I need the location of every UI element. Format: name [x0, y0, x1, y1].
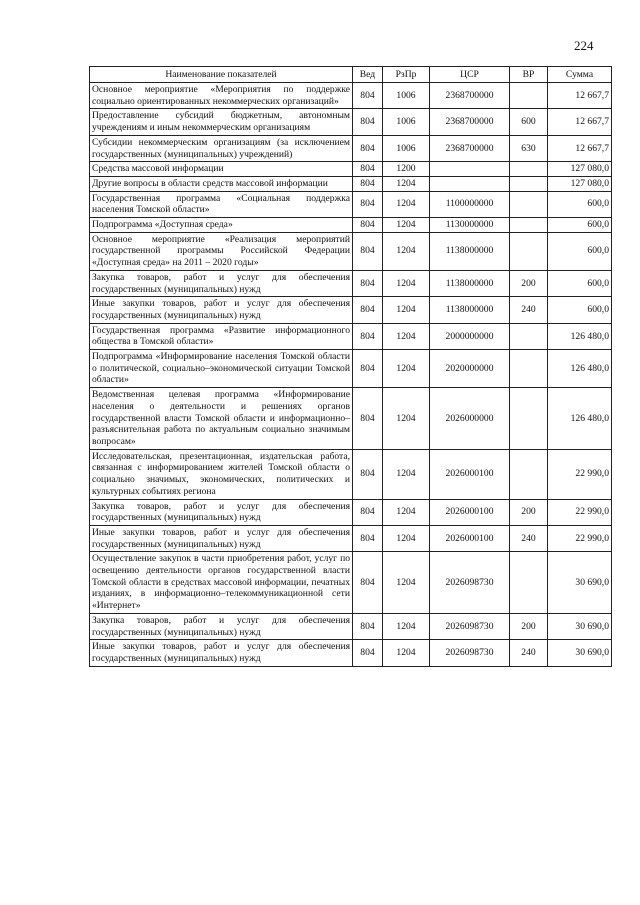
- cell-ved: 804: [353, 232, 383, 270]
- cell-rzpr: 1204: [383, 640, 430, 666]
- cell-vr: [510, 191, 548, 217]
- cell-name: Закупка товаров, работ и услуг для обеспечения государственных (муниципальных) нужд: [90, 270, 353, 296]
- cell-name: Подпрограмма «Доступная среда»: [90, 218, 353, 233]
- cell-vr: [510, 176, 548, 191]
- cell-ved: 804: [353, 350, 383, 388]
- cell-csr: 1138000000: [430, 270, 510, 296]
- table-row: [90, 218, 612, 233]
- cell-vr: 240: [510, 640, 548, 666]
- cell-rzpr: 1006: [383, 135, 430, 161]
- cell-name: Иные закупки товаров, работ и услуг для обеспечения государственных (муниципальных) нужд: [90, 525, 353, 551]
- cell-sum: 12 667,7: [548, 83, 612, 109]
- table-row: [90, 191, 612, 217]
- cell-vr: 200: [510, 499, 548, 525]
- table-row: [90, 83, 612, 109]
- cell-rzpr: 1204: [383, 613, 430, 639]
- cell-sum: 30 690,0: [548, 552, 612, 614]
- cell-name: Предоставление субсидий бюджетным, автономным учреждениям и иным некоммерческим организациям: [90, 109, 353, 135]
- cell-ved: 804: [353, 613, 383, 639]
- cell-rzpr: 1006: [383, 83, 430, 109]
- cell-rzpr: 1200: [383, 162, 430, 177]
- cell-ved: 804: [353, 135, 383, 161]
- cell-ved: 804: [353, 388, 383, 450]
- cell-sum: 126 480,0: [548, 388, 612, 450]
- cell-sum: 30 690,0: [548, 640, 612, 666]
- header-ved: Вед: [353, 67, 383, 83]
- table-row: [90, 232, 612, 270]
- cell-ved: 804: [353, 449, 383, 499]
- cell-sum: 600,0: [548, 232, 612, 270]
- cell-rzpr: 1204: [383, 552, 430, 614]
- table-row: [90, 552, 612, 614]
- cell-ved: 804: [353, 218, 383, 233]
- table-row: [90, 525, 612, 551]
- cell-name: Государственная программа «Развитие информационного общества в Томской области»: [90, 323, 353, 349]
- cell-name: Основное мероприятие «Реализация мероприятий государственной программы Российской Федерации «Доступная среда» на 2011 – 2020 годы»: [90, 232, 353, 270]
- cell-csr: 2026000100: [430, 449, 510, 499]
- table-row: [90, 323, 612, 349]
- cell-rzpr: 1204: [383, 449, 430, 499]
- cell-name: Иные закупки товаров, работ и услуг для обеспечения государственных (муниципальных) нужд: [90, 640, 353, 666]
- cell-sum: 126 480,0: [548, 323, 612, 349]
- cell-csr: 1100000000: [430, 191, 510, 217]
- table-row: [90, 297, 612, 323]
- header-rzpr: РзПр: [383, 67, 430, 83]
- cell-ved: 804: [353, 525, 383, 551]
- table-row: [90, 613, 612, 639]
- cell-vr: 200: [510, 270, 548, 296]
- cell-rzpr: 1204: [383, 499, 430, 525]
- cell-name: Подпрограмма «Информирование населения Томской области о политической, социально–экономической ситуации Томской области»: [90, 350, 353, 388]
- table-row: [90, 109, 612, 135]
- cell-sum: 127 080,0: [548, 162, 612, 177]
- cell-rzpr: 1204: [383, 350, 430, 388]
- cell-sum: 22 990,0: [548, 499, 612, 525]
- cell-sum: 600,0: [548, 191, 612, 217]
- cell-name: Ведомственная целевая программа «Информирование населения о деятельности и решениях органов государственной власти Томской области и информационно–разъяснительная работа по актуальным социально значимым вопросам»: [90, 388, 353, 450]
- cell-vr: [510, 323, 548, 349]
- cell-csr: 2026098730: [430, 552, 510, 614]
- table-row: [90, 270, 612, 296]
- header-sum: Сумма: [548, 67, 612, 83]
- cell-csr: 1138000000: [430, 297, 510, 323]
- cell-name: Закупка товаров, работ и услуг для обеспечения государственных (муниципальных) нужд: [90, 499, 353, 525]
- table-row: [90, 640, 612, 666]
- cell-ved: 804: [353, 499, 383, 525]
- budget-table: [89, 66, 612, 667]
- cell-csr: 2026000100: [430, 525, 510, 551]
- cell-vr: 630: [510, 135, 548, 161]
- cell-sum: 12 667,7: [548, 135, 612, 161]
- cell-csr: 2000000000: [430, 323, 510, 349]
- cell-name: Иные закупки товаров, работ и услуг для обеспечения государственных (муниципальных) нужд: [90, 297, 353, 323]
- cell-rzpr: 1204: [383, 232, 430, 270]
- cell-vr: [510, 552, 548, 614]
- cell-name: Средства массовой информации: [90, 162, 353, 177]
- cell-rzpr: 1204: [383, 323, 430, 349]
- cell-vr: [510, 83, 548, 109]
- cell-csr: 2026000000: [430, 388, 510, 450]
- page-number: 224: [574, 38, 594, 53]
- cell-sum: 127 080,0: [548, 176, 612, 191]
- cell-name: Субсидии некоммерческим организациям (за исключением государственных (муниципальных) учреждений): [90, 135, 353, 161]
- cell-name: Исследовательская, презентационная, издательская работа, связанная с информированием жителей Томской области о социально значимых, экономических, политических и культурных событиях региона: [90, 449, 353, 499]
- cell-ved: 804: [353, 162, 383, 177]
- cell-vr: [510, 162, 548, 177]
- cell-sum: 600,0: [548, 297, 612, 323]
- cell-csr: 2368700000: [430, 109, 510, 135]
- table-row: [90, 449, 612, 499]
- cell-csr: [430, 162, 510, 177]
- cell-ved: 804: [353, 83, 383, 109]
- cell-ved: 804: [353, 109, 383, 135]
- cell-ved: 804: [353, 270, 383, 296]
- cell-name: Другие вопросы в области средств массовой информации: [90, 176, 353, 191]
- cell-csr: 2020000000: [430, 350, 510, 388]
- cell-csr: 2368700000: [430, 83, 510, 109]
- cell-sum: 30 690,0: [548, 613, 612, 639]
- cell-vr: 240: [510, 525, 548, 551]
- cell-ved: 804: [353, 552, 383, 614]
- cell-vr: [510, 388, 548, 450]
- table-row: [90, 176, 612, 191]
- cell-name: Закупка товаров, работ и услуг для обеспечения государственных (муниципальных) нужд: [90, 613, 353, 639]
- cell-name: Осуществление закупок в части приобретения работ, услуг по освещению деятельности органов государственной власти Томской области в средствах массовой информации, печатных изданиях, в информационно–телекоммуникационной сети «Интернет»: [90, 552, 353, 614]
- cell-csr: 2026098730: [430, 640, 510, 666]
- cell-csr: 2368700000: [430, 135, 510, 161]
- cell-rzpr: 1204: [383, 388, 430, 450]
- cell-ved: 804: [353, 297, 383, 323]
- cell-sum: 22 990,0: [548, 525, 612, 551]
- cell-sum: 126 480,0: [548, 350, 612, 388]
- cell-sum: 22 990,0: [548, 449, 612, 499]
- header-vr: ВР: [510, 67, 548, 83]
- cell-csr: 1138000000: [430, 232, 510, 270]
- table-row: [90, 350, 612, 388]
- cell-ved: 804: [353, 640, 383, 666]
- cell-rzpr: 1204: [383, 270, 430, 296]
- cell-sum: 12 667,7: [548, 109, 612, 135]
- cell-rzpr: 1006: [383, 109, 430, 135]
- cell-csr: 2026000100: [430, 499, 510, 525]
- cell-vr: 600: [510, 109, 548, 135]
- cell-rzpr: 1204: [383, 176, 430, 191]
- header-name: Наименование показателей: [90, 67, 353, 83]
- cell-sum: 600,0: [548, 218, 612, 233]
- cell-ved: 804: [353, 191, 383, 217]
- cell-vr: [510, 218, 548, 233]
- cell-vr: [510, 449, 548, 499]
- cell-rzpr: 1204: [383, 297, 430, 323]
- cell-csr: [430, 176, 510, 191]
- cell-csr: 1130000000: [430, 218, 510, 233]
- table-row: [90, 162, 612, 177]
- cell-vr: [510, 232, 548, 270]
- cell-vr: [510, 350, 548, 388]
- cell-vr: 240: [510, 297, 548, 323]
- table-row: [90, 135, 612, 161]
- cell-vr: 200: [510, 613, 548, 639]
- cell-sum: 600,0: [548, 270, 612, 296]
- cell-name: Государственная программа «Социальная поддержка населения Томской области»: [90, 191, 353, 217]
- cell-rzpr: 1204: [383, 525, 430, 551]
- table-row: [90, 499, 612, 525]
- header-csr: ЦСР: [430, 67, 510, 83]
- cell-rzpr: 1204: [383, 191, 430, 217]
- table-header-row: [90, 67, 612, 83]
- cell-ved: 804: [353, 323, 383, 349]
- cell-name: Основное мероприятие «Мероприятия по поддержке социально ориентированных некоммерческих организаций»: [90, 83, 353, 109]
- cell-rzpr: 1204: [383, 218, 430, 233]
- table-row: [90, 388, 612, 450]
- cell-ved: 804: [353, 176, 383, 191]
- cell-csr: 2026098730: [430, 613, 510, 639]
